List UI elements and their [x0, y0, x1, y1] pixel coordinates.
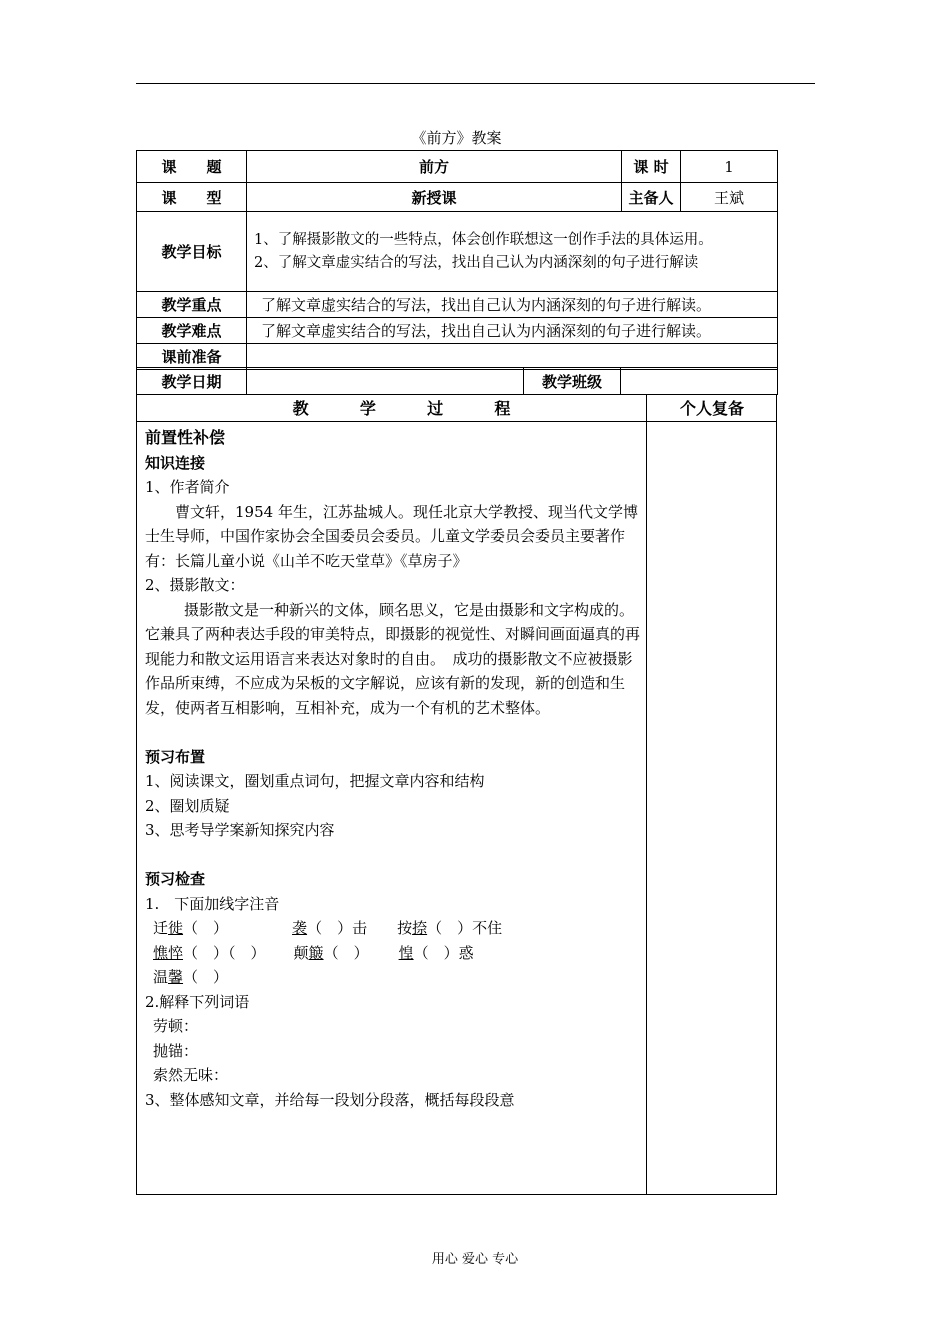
underlined-char: 捺: [412, 919, 428, 937]
underlined-char: 惶: [398, 943, 414, 962]
preparer-value: 王斌: [681, 183, 778, 212]
preview-title: 预习布置: [145, 747, 206, 766]
column-divider: [646, 394, 647, 1194]
difficulty-label: 教学难点: [137, 318, 247, 344]
key-value: 了解文章虚实结合的写法，找出自己认为内涵深刻的句子进行解读。: [247, 292, 778, 318]
process-content: [145, 426, 641, 1112]
question-2-title: 2.解释下列词语: [145, 992, 250, 1011]
lesson-info-table: [136, 150, 778, 370]
top-rule: [136, 83, 815, 84]
underlined-char: 憔悴: [153, 943, 184, 962]
row-date-class: [137, 368, 778, 395]
pinyin-line-3: 温馨（ ）: [153, 968, 229, 986]
process-header-char: 程: [494, 399, 511, 418]
row-topic: [137, 151, 778, 183]
author-intro-title: 1、作者简介: [145, 478, 230, 496]
preparer-label: 主备人: [622, 183, 681, 212]
personal-notes-header: 个人复备: [679, 399, 744, 418]
date-label: 教学日期: [137, 368, 247, 395]
class-label: 教学班级: [524, 368, 621, 395]
difficulty-value: 了解文章虚实结合的写法，找出自己认为内涵深刻的句子进行解读。: [247, 318, 778, 344]
vocab-item: 索然无味：: [153, 1066, 229, 1084]
photo-essay-title: 2、摄影散文：: [145, 576, 245, 594]
knowledge-title: 知识连接: [145, 453, 206, 472]
prep-value: [247, 344, 778, 370]
row-goals: [137, 212, 778, 292]
goals-label: 教学目标: [137, 212, 247, 292]
row-type: [137, 183, 778, 212]
hours-label: 课 时: [622, 151, 681, 183]
hours-value: 1: [681, 151, 778, 183]
process-header: [137, 394, 646, 421]
vocab-item: 劳顿：: [153, 1017, 199, 1035]
goal-1: 1、了解摄影散文的一些特点，体会创作联想这一创作手法的具体运用。: [254, 231, 713, 248]
pinyin-line-1: 迁徙（ ） 袭（ ）击 按捺（ ）不住: [153, 919, 503, 937]
author-intro-text: 曹文轩，1954 年生，江苏盐城人。现任北京大学教授、现当代文学博士生导师，中国作家协会全国委员会委员。儿童文学委员会委员主要著作有：长篇儿童小说《山羊不吃天堂草》《草房子》: [145, 502, 638, 570]
type-label: 课 型: [137, 183, 247, 212]
underlined-char: 馨: [168, 968, 184, 986]
check-title: 预习检查: [145, 870, 206, 888]
row-prep: [137, 344, 778, 370]
key-label: 教学重点: [137, 292, 247, 318]
section-title: 前置性补偿: [145, 428, 226, 447]
date-class-table: [136, 367, 778, 395]
class-value: [621, 368, 778, 395]
underlined-char: 袭: [292, 919, 308, 937]
row-difficulty: [137, 318, 778, 344]
vocab-item: 抛锚：: [153, 1041, 199, 1060]
process-header-char: 学: [359, 399, 376, 418]
pinyin-line-2: 憔悴（ ）（ ） 颠簸（ ） 惶（ ）惑: [153, 943, 474, 962]
document-title: 《前方》教案: [411, 129, 502, 147]
type-value: 新授课: [247, 183, 622, 212]
photo-essay-text: 摄影散文是一种新兴的文体，顾名思义，它是由摄影和文字构成的。它兼具了两种表达手段的审美特点，即摄影的视觉性、对瞬间画面逼真的再现能力和散文运用语言来表达对象时的自由。 成功的摄影散文不应被摄影作品所束缚，不应成为呆板的文字解说，应该有新的发现，新的创造和生发，使两者互相影响，互相补充，成为一个有机的艺术整体。: [145, 600, 641, 717]
header-divider: [137, 421, 776, 422]
process-header-char: 过: [427, 399, 444, 418]
preview-item: 3、思考导学案新知探究内容: [145, 821, 335, 839]
page-footer: 用心 爱心 专心: [431, 1252, 519, 1267]
row-key: [137, 292, 778, 318]
question-1-title: 1. 下面加线字注音: [145, 894, 280, 913]
topic-value: 前方: [247, 151, 622, 183]
question-3-title: 3、整体感知文章，并给每一段划分段落，概括每段段意: [145, 1090, 515, 1109]
process-header-char: 教: [292, 399, 309, 418]
underlined-char: 徙: [168, 919, 184, 937]
prep-label: 课前准备: [137, 344, 247, 370]
underlined-char: 簸: [308, 943, 324, 962]
date-value: [247, 368, 524, 395]
topic-label: 课 题: [137, 151, 247, 183]
preview-item: 2、圈划质疑: [145, 796, 230, 815]
teaching-process-box: [136, 394, 777, 1195]
preview-item: 1、阅读课文，圈划重点词句，把握文章内容和结构: [145, 772, 485, 790]
goal-2: 2、了解文章虚实结合的写法，找出自己认为内涵深刻的句子进行解读: [254, 254, 699, 271]
